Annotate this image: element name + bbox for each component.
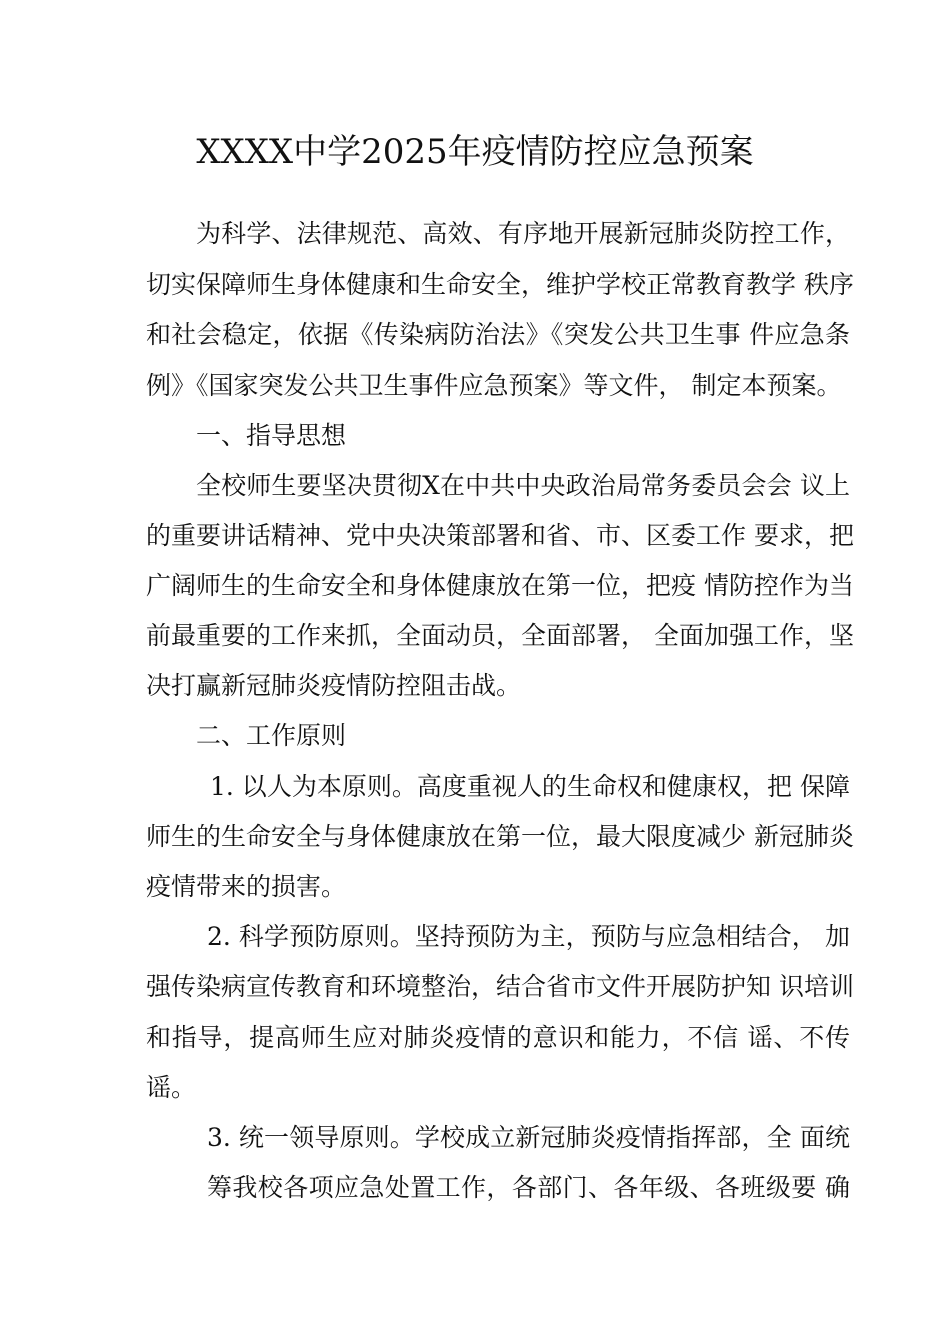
paragraph-line: 2. 科学预防原则。坚持预防为主，预防与应急相结合， 加	[207, 922, 850, 951]
paragraph-line: 1. 以人为本原则。高度重视人的生命权和健康权，把 保障	[210, 772, 850, 801]
paragraph-line: 切实保障师生身体健康和生命安全，维护学校正常教育教学 秩序	[146, 270, 854, 299]
document-title: XXXX中学2025年疫情防控应急预案	[196, 132, 754, 172]
paragraph-line: 全校师生要坚决贯彻X在中共中央政治局常务委员会会 议上	[196, 471, 850, 500]
paragraph-line: 师生的生命安全与身体健康放在第一位，最大限度减少 新冠肺炎	[146, 822, 854, 851]
paragraph-line: 3. 统一领导原则。学校成立新冠肺炎疫情指挥部，全 面统	[207, 1123, 850, 1152]
paragraph-line: 强传染病宣传教育和环境整治，结合省市文件开展防护知 识培训	[146, 972, 854, 1001]
paragraph-line: 谣。	[146, 1073, 197, 1102]
paragraph-line: 和指导，提高师生应对肺炎疫情的意识和能力，不信 谣、不传	[146, 1023, 850, 1052]
paragraph-line: 前最重要的工作来抓，全面动员，全面部署， 全面加强工作，坚	[146, 621, 854, 650]
paragraph-line: 疫情带来的损害。	[146, 872, 347, 901]
paragraph-line: 例》《国家突发公共卫生事件应急预案》等文件， 制定本预案。	[146, 371, 842, 400]
section-heading: 二、工作原则	[196, 721, 347, 750]
paragraph-line: 筹我校各项应急处置工作，各部门、各年级、各班级要 确	[207, 1173, 850, 1202]
paragraph-line: 的重要讲话精神、党中央决策部署和省、市、区委工作 要求，把	[146, 521, 854, 550]
paragraph-line: 决打赢新冠肺炎疫情防控阻击战。	[146, 671, 522, 700]
paragraph-line: 为科学、法律规范、高效、有序地开展新冠肺炎防控工作，	[196, 219, 850, 248]
paragraph-line: 广阔师生的生命安全和身体健康放在第一位，把疫 情防控作为当	[146, 571, 854, 600]
section-heading: 一、指导思想	[196, 421, 347, 450]
paragraph-line: 和社会稳定，依据《传染病防治法》《突发公共卫生事 件应急条	[146, 320, 850, 349]
